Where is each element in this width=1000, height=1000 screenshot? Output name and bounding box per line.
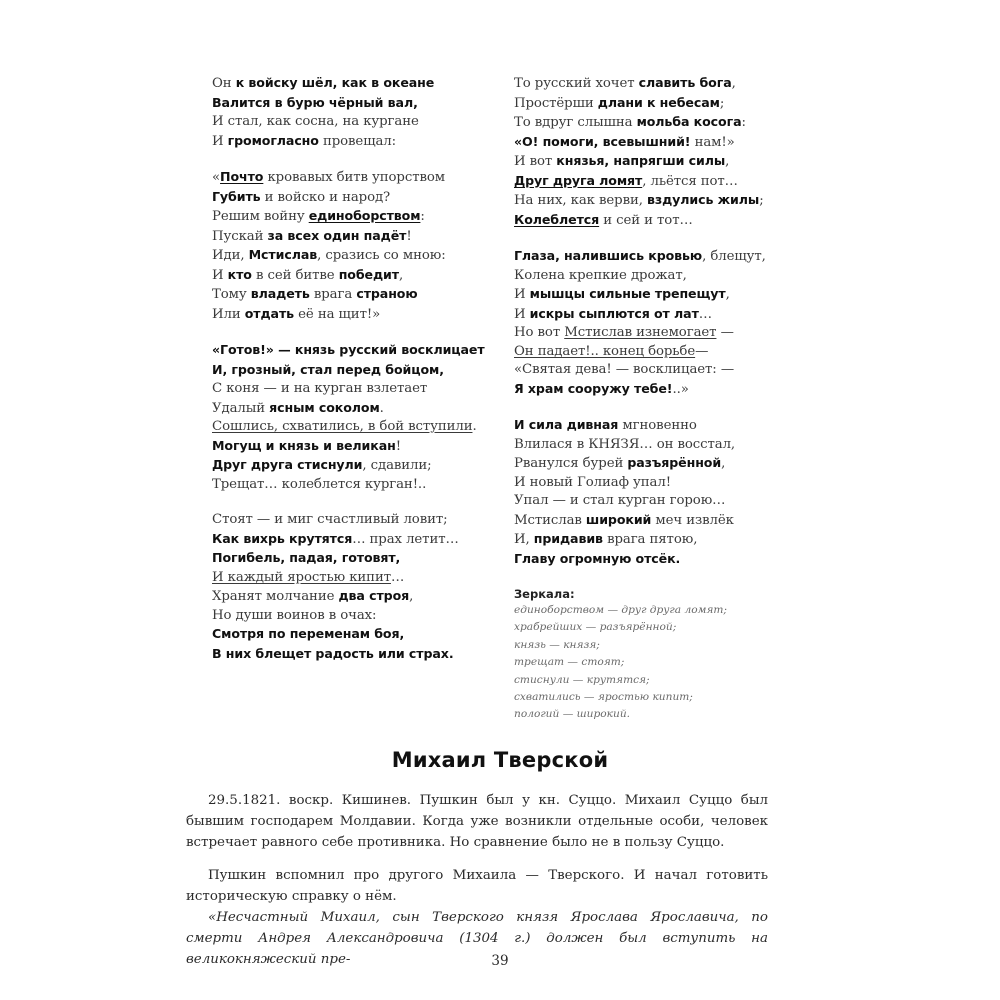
- poem-stanza: [514, 416, 774, 569]
- text: Трещат… колеблется курган!..: [212, 476, 427, 492]
- poem-line: [212, 587, 502, 607]
- text: ;: [759, 193, 764, 208]
- section-title: Михаил Тверской: [391, 748, 609, 772]
- mirror-line: стиснули — крутятся;: [514, 673, 650, 686]
- poem-line: [514, 492, 774, 511]
- bold-text: Как вихрь крутятся: [212, 530, 353, 546]
- text: Решим войну: [212, 209, 309, 224]
- poem-line: [514, 113, 774, 133]
- poem-line: [212, 188, 502, 208]
- text: !: [395, 438, 401, 454]
- text: С коня — и на курган взлетает: [212, 381, 428, 396]
- text: :: [741, 115, 746, 130]
- poem-line: [514, 172, 774, 192]
- bold-text: разъярённой: [627, 455, 722, 470]
- paragraph: Пушкин вспомнил про другого Михаила — Тверского. И начал готовить историческую справку о нём.: [186, 868, 768, 904]
- page-number: 39: [491, 953, 509, 969]
- text: «: [212, 170, 221, 185]
- text: Хранят молчание: [212, 589, 339, 604]
- prose-body: [186, 790, 768, 970]
- poem-line: [212, 246, 502, 266]
- text: Стоят — и миг счастливый ловит;: [212, 512, 448, 527]
- bold-text: И, грозный, стал перед бойцом,: [212, 361, 444, 377]
- bold-text: Главу огромную отсёк.: [514, 550, 681, 566]
- poem-stanza: [212, 511, 502, 664]
- poem-line: [212, 456, 502, 476]
- text: И: [514, 306, 530, 322]
- bold-text: славить бога: [638, 75, 732, 90]
- bold-text: за всех один падёт: [267, 227, 407, 243]
- bold-text: Погибель, падая, готовят,: [212, 550, 401, 565]
- poem-line: [212, 607, 502, 626]
- text: Он: [212, 76, 236, 91]
- bold-text: Друг друга ломят: [514, 172, 643, 188]
- mirror-line: схватились — яростью кипит;: [514, 691, 693, 704]
- bold-text: громогласно: [227, 132, 319, 148]
- bold-text: страною: [356, 286, 418, 301]
- poem-line: [514, 305, 774, 325]
- text: Иди,: [212, 248, 249, 263]
- poem-line: [514, 94, 774, 114]
- text: На них, как верви,: [514, 193, 647, 208]
- bold-text: кто: [227, 266, 252, 282]
- text: И: [212, 133, 228, 149]
- text: Но вот: [514, 325, 565, 340]
- bold-text: вздулись жилы: [646, 192, 760, 207]
- text: Мстислав изнемогает: [564, 325, 717, 340]
- poem-stanza: [212, 341, 502, 494]
- poem-line: [514, 191, 774, 211]
- poem-line: [514, 416, 774, 436]
- poem-line: [212, 645, 502, 665]
- bold-text: Губить: [212, 188, 261, 204]
- text: провещал:: [318, 133, 397, 149]
- text: Сошлись, схватились, в бой вступили: [212, 419, 473, 434]
- text: Пускай: [212, 228, 268, 244]
- text: И: [212, 267, 228, 283]
- poem-stanza: [514, 74, 774, 230]
- text: …: [698, 306, 712, 322]
- text: То русский хочет: [514, 76, 639, 91]
- bold-text: Мстислав: [248, 247, 318, 262]
- bold-text: князья, напрягши силы: [556, 153, 726, 168]
- poem-line: [212, 168, 502, 188]
- text: Упал — и стал курган горою…: [514, 493, 726, 508]
- text: Но души воинов в очах:: [212, 607, 377, 623]
- bold-text: широкий: [585, 511, 652, 527]
- text: И новый Голиаф упал!: [514, 474, 671, 490]
- poem-line: [212, 132, 502, 152]
- poem-line: [212, 361, 502, 381]
- text: ,: [409, 589, 414, 604]
- bold-text: мольба косога: [636, 114, 742, 129]
- mirror-line: князь — князя;: [514, 638, 600, 651]
- poem-line: [212, 285, 502, 305]
- bold-text: искры сыплются от лат: [529, 305, 699, 321]
- poem-line: [212, 74, 502, 94]
- mirror-line: единоборством — друг друга ломят;: [514, 604, 727, 616]
- bold-text: Колеблется: [514, 211, 600, 227]
- quote-paragraph: «Несчастный Михаил, сын Тверского князя Ярослава Ярославича, по смерти Андрея Александровича (1304 г.) должен был вступить на великокняжеский пре-: [186, 910, 768, 967]
- poem-line: [514, 380, 774, 400]
- poem-line: [212, 476, 502, 495]
- text: —: [695, 343, 709, 359]
- text: меч извлёк: [651, 512, 734, 528]
- bold-text: И сила дивная: [514, 417, 619, 432]
- text: врага пятою,: [602, 532, 698, 547]
- text: и войско и народ?: [260, 189, 391, 205]
- text: Рванулся бурей: [514, 456, 628, 471]
- poem-line: [514, 474, 774, 493]
- text: , льётся пот…: [642, 173, 738, 189]
- text: Удалый: [212, 400, 270, 416]
- text: ,: [725, 154, 730, 169]
- text: её на щит!»: [294, 306, 381, 322]
- bold-text: единоборством: [308, 208, 421, 223]
- bold-text: владеть: [250, 286, 310, 301]
- text: ;: [719, 95, 725, 111]
- text: И каждый яростью кипит: [212, 569, 391, 585]
- text: И стал, как сосна, на кургане: [212, 114, 419, 129]
- poem-left-column: [212, 74, 502, 681]
- text: , сдавили;: [362, 458, 432, 473]
- poem-line: [514, 454, 774, 474]
- poem-line: [212, 418, 502, 437]
- poem-right-column: [514, 74, 774, 724]
- text: и сей и тот…: [599, 212, 693, 228]
- bold-text: Я храм сооружу тебе!: [514, 380, 673, 396]
- poem-line: [212, 530, 502, 550]
- mirrors-title: Зеркала:: [514, 587, 575, 601]
- poem-stanza: [514, 247, 774, 399]
- text: Тому: [212, 287, 251, 302]
- mirror-line: трещат — стоят;: [514, 656, 625, 669]
- text: «Святая дева! — восклицает: —: [514, 362, 735, 377]
- text: , сразись со мною:: [317, 248, 446, 263]
- text: То вдруг слышна: [514, 115, 637, 130]
- poem-line: [514, 511, 774, 531]
- text: нам!»: [690, 134, 735, 150]
- bold-text: два строя: [338, 588, 410, 603]
- text: !: [406, 228, 412, 244]
- bold-text: мышцы сильные трепещут: [529, 286, 726, 301]
- text: в сей битве: [251, 267, 339, 283]
- bold-text: Могущ и князь и великан: [212, 437, 396, 453]
- text: Мстислав: [514, 512, 586, 528]
- mirrors-block: [514, 586, 774, 724]
- poem-line: [212, 227, 502, 247]
- paragraph: 29.5.1821. воскр. Кишинев. Пушкин был у кн. Суццо. Михаил Суццо был бывшим господарем Молдавии. Когда уже возникли отдельные особи, человек встречает равного себе противника. Но сравнение было не в пользу Суццо.: [186, 793, 768, 850]
- poem-line: [212, 569, 502, 588]
- bold-text: победит: [338, 266, 399, 282]
- poem-line: [514, 247, 774, 267]
- text: И,: [514, 532, 534, 547]
- poem-line: [212, 113, 502, 132]
- poem-line: [514, 133, 774, 153]
- text: Влилася в КНЯЗЯ… он восстал,: [514, 436, 736, 452]
- bold-text: Смотря по переменам боя,: [212, 626, 405, 641]
- poem-line: [212, 266, 502, 286]
- bold-text: к войску шёл, как в океане: [235, 75, 435, 90]
- text: Он падает!.. конец борьбе: [514, 343, 696, 359]
- text: …: [390, 569, 405, 585]
- text: И вот: [514, 154, 557, 169]
- bold-text: придавив: [533, 531, 603, 546]
- poem-line: [514, 343, 774, 362]
- bold-text: Глаза, налившись кровью: [514, 248, 703, 263]
- poem-line: [212, 94, 502, 114]
- text: :: [420, 209, 425, 224]
- poem-line: [212, 511, 502, 530]
- text: ,: [398, 267, 404, 283]
- text: Простёрши: [514, 95, 598, 111]
- text: Колена крепкие дрожат,: [514, 267, 687, 283]
- bold-text: Друг друга стиснули: [212, 457, 363, 472]
- poem-line: [212, 399, 502, 419]
- poem-line: [514, 285, 774, 305]
- poem-line: [514, 324, 774, 343]
- text: —: [716, 325, 734, 340]
- text: , блещут,: [702, 249, 766, 264]
- mirror-line: храбрейших — разъярённой;: [514, 621, 677, 634]
- text: кровавых битв упорством: [263, 170, 445, 185]
- text: .: [472, 419, 477, 434]
- text: ,: [731, 76, 736, 91]
- poem-line: [514, 436, 774, 455]
- text: ,: [725, 287, 730, 302]
- poem-line: [212, 549, 502, 569]
- poem-line: [514, 550, 774, 570]
- poem-stanza: [212, 74, 502, 151]
- poem-line: [514, 530, 774, 550]
- poem-line: [212, 207, 502, 227]
- text: ..»: [672, 381, 689, 397]
- text: Или: [212, 306, 245, 322]
- text: ,: [721, 456, 726, 471]
- text: .: [379, 400, 384, 416]
- bold-text: Валится в бурю чёрный вал,: [212, 94, 418, 110]
- bold-text: Почто: [220, 169, 264, 184]
- poem-line: [212, 341, 502, 361]
- poem-line: [514, 361, 774, 380]
- bold-text: «Готов!» — князь русский восклицает: [212, 342, 485, 357]
- poem-right-stanzas: [514, 74, 774, 569]
- bold-text: длани к небесам: [597, 94, 720, 110]
- bold-text: ясным соколом: [269, 399, 380, 415]
- mirror-line: пологий — широкий.: [514, 708, 631, 721]
- bold-text: «О! помоги, всевышний!: [514, 133, 691, 149]
- poem-line: [514, 74, 774, 94]
- text: И: [514, 287, 530, 302]
- poem-line: [514, 152, 774, 172]
- bold-text: В них блещет радость или страх.: [212, 645, 454, 661]
- poem-line: [212, 380, 502, 399]
- text: … прах летит…: [352, 531, 459, 547]
- poem-line: [212, 305, 502, 325]
- text: мгновенно: [618, 418, 697, 433]
- poem-line: [514, 267, 774, 286]
- poem-stanza: [212, 168, 502, 324]
- bold-text: отдать: [244, 305, 295, 321]
- text: врага: [309, 287, 357, 302]
- poem-line: [212, 437, 502, 457]
- poem-line: [514, 211, 774, 231]
- poem-line: [212, 625, 502, 645]
